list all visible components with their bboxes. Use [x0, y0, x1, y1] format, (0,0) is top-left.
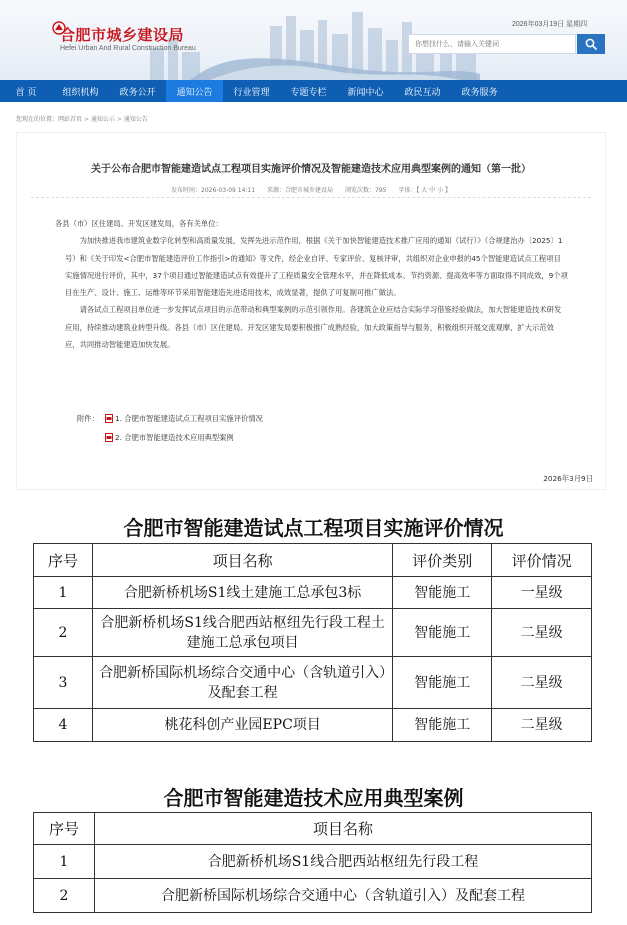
article-salutation: 各县（市）区住建局、开发区建发局，各有关单位：: [55, 219, 223, 228]
nav-item-topics[interactable]: 专题专栏: [290, 87, 327, 98]
article-body: [55, 215, 568, 353]
attachments-label: 附件：: [77, 414, 99, 423]
search-icon: [585, 38, 597, 50]
table-row: [34, 609, 592, 657]
breadcrumb: [16, 114, 148, 123]
main-nav: [0, 80, 627, 102]
cell-project-name: 合肥新桥国际机场综合交通中心（含轨道引入）及配套工程: [94, 879, 591, 913]
source-value: 合肥市城乡建设局: [285, 187, 334, 194]
attachment-link-2[interactable]: 2. 合肥市智能建造技术应用典型案例: [115, 433, 234, 442]
pdf-file-icon: [105, 433, 113, 442]
table-header-row: [34, 813, 592, 845]
font-size-control[interactable]: [398, 187, 451, 194]
breadcrumb-link-notices[interactable]: 通知公告: [123, 116, 148, 123]
cell-project-name: 桃花科创产业园EPC项目: [92, 709, 392, 742]
evaluation-table: [33, 543, 592, 742]
article-meta: [17, 185, 605, 194]
font-size-options[interactable]: 【 大 中 小 】: [416, 187, 451, 194]
table-row: [34, 845, 592, 879]
article-container: [16, 132, 606, 490]
publish-time-label: 发布时间：: [170, 187, 201, 194]
cell-rating: 二星级: [492, 709, 592, 742]
publish-time-value: 2026-03-09 14:11: [201, 187, 256, 194]
breadcrumb-separator: >: [116, 116, 122, 123]
table-row: [34, 577, 592, 609]
article-title: 关于公布合肥市智能建造试点工程项目实施评价情况及智能建造技术应用典型案例的通知（第一批）: [91, 164, 531, 175]
col-header-index: 序号: [34, 544, 93, 577]
typical-cases-table: [33, 812, 592, 913]
site-subtitle: Hefei Urban And Rural Construction Bureau: [60, 45, 196, 52]
breadcrumb-link-home[interactable]: 网站首页: [58, 116, 83, 123]
col-header-project-name: 项目名称: [92, 544, 392, 577]
nav-item-government-affairs[interactable]: 政务公开: [119, 87, 156, 98]
cell-category: 智能施工: [393, 609, 492, 657]
col-header-category: 评价类别: [393, 544, 492, 577]
article-divider: [31, 197, 591, 198]
cell-category: 智能施工: [393, 657, 492, 709]
nav-item-home[interactable]: 首 页: [15, 87, 37, 98]
nav-item-notices[interactable]: 通知公告: [166, 80, 223, 102]
article-paragraph: 为加快推进我市建筑业数字化转型和高质量发展，发挥先进示范作用，根据《关于加快智能建造技术推广应用的通知（试行）》（合规建治办〔2025〕1号）和《关于印发<合肥市智能建造评价工作指引>的通知》等文件，经企业自评、专家评价、复核评审，共组织对企业申报的45个智能建造试点工程项目实施情况进行评价，其中，37个项目通过智能建造试点有效提升了工程质量安全管理水平，并在降低成本、节约资源、提高效率等方面取得不同成效，9个项目在生产、设计、施工、运维等环节采用智能建造先进适用技术，成效显著，提供了可复制可推广做法。: [65, 236, 568, 298]
table-row: [34, 879, 592, 913]
cell-project-name: 合肥新桥机场S1线合肥西站枢纽先行段工程: [94, 845, 591, 879]
table-row: [34, 709, 592, 742]
breadcrumb-separator: >: [83, 116, 89, 123]
attachment-link-1[interactable]: 1. 合肥市智能建造试点工程项目实施评价情况: [115, 414, 263, 423]
article-paragraph: 请各试点工程项目单位进一步发挥试点项目的示范带动和典型案例的示范引领作用。各建筑企业应结合实际学习借鉴经验做法，加大智能建造技术研发应用，持续推动建筑业转型升级。各县（市）区住建局、开发区建发局要积极推广成熟经验，加大政策指导与服务，积极组织开展交流观摩，扩大示范效应，共同推动智能建造加快发展。: [65, 305, 562, 350]
article-source: [267, 187, 333, 194]
site-header: [0, 0, 627, 80]
cell-category: 智能施工: [393, 577, 492, 609]
breadcrumb-link-notices-public[interactable]: 通知公示: [90, 116, 115, 123]
site-title: 合肥市城乡建设局: [60, 26, 185, 44]
signature-date: 2026年3月9日: [543, 474, 593, 483]
col-header-index: 序号: [34, 813, 95, 845]
source-label: 来源：: [267, 187, 286, 194]
nav-item-services[interactable]: 政务服务: [461, 87, 498, 98]
nav-item-interaction[interactable]: 政民互动: [404, 87, 441, 98]
cell-project-name: 合肥新桥机场S1线合肥西站枢纽先行段工程土建施工总承包项目: [92, 609, 392, 657]
cell-index: 1: [34, 577, 93, 609]
nav-item-news[interactable]: 新闻中心: [347, 87, 384, 98]
cell-project-name: 合肥新桥国际机场综合交通中心（含轨道引入）及配套工程: [92, 657, 392, 709]
view-count: [345, 187, 386, 194]
cell-project-name: 合肥新桥机场S1线土建施工总承包3标: [92, 577, 392, 609]
cell-index: 2: [34, 609, 93, 657]
nav-item-organization[interactable]: 组织机构: [62, 87, 99, 98]
pdf-file-icon: [105, 414, 113, 423]
attachments-list: [77, 409, 263, 447]
search-input[interactable]: [408, 34, 576, 54]
table-row: [34, 657, 592, 709]
publish-time: [171, 187, 255, 194]
col-header-rating: 评价情况: [492, 544, 592, 577]
cell-index: 1: [34, 845, 95, 879]
cell-rating: 一星级: [492, 577, 592, 609]
table1-title: 合肥市智能建造试点工程项目实施评价情况: [123, 516, 504, 540]
cell-rating: 二星级: [492, 609, 592, 657]
font-label: 字体：: [398, 187, 417, 194]
cell-category: 智能施工: [393, 709, 492, 742]
cell-index: 3: [34, 657, 93, 709]
nav-item-industry[interactable]: 行业管理: [233, 87, 270, 98]
cell-index: 4: [34, 709, 93, 742]
cell-index: 2: [34, 879, 95, 913]
current-date: 2026年03月19日 星期四: [512, 21, 588, 28]
col-header-project-name: 项目名称: [94, 813, 591, 845]
cell-rating: 二星级: [492, 657, 592, 709]
table-header-row: [34, 544, 592, 577]
breadcrumb-prefix: 您现在的位置：: [16, 116, 59, 123]
views-value: 795: [374, 187, 387, 194]
search-button[interactable]: [577, 34, 605, 54]
views-label: 浏览次数：: [344, 187, 375, 194]
table2-title: 合肥市智能建造技术应用典型案例: [163, 786, 464, 810]
